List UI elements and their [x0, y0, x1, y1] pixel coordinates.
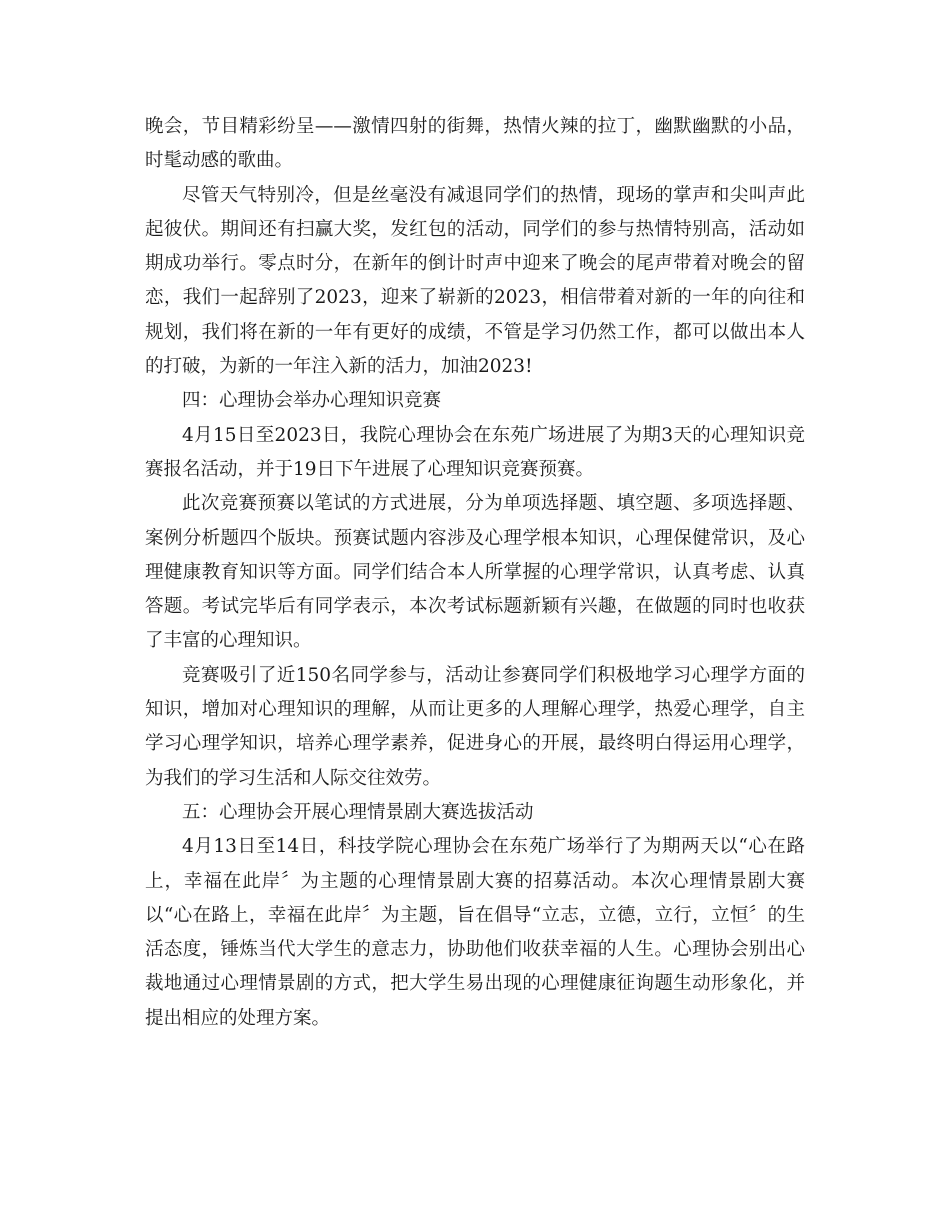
section-heading-5: 五：心理协会开展心理情景剧大赛选拔活动: [182, 801, 534, 823]
paragraph-participation: 竞赛吸引了近150名同学参与，活动让参赛同学们积极地学习心理学方面的知识，增加对心理知识的理解，从而让更多的人理解心理学，热爱心理学，自主学习心理学知识，培养心理学素养，促进身心的开展，最终明白得运用心理学，为我们的学习生活和人际交往效劳。: [145, 664, 805, 789]
paragraph-continuation: 晚会，节目精彩纷呈——激情四射的街舞，热情火辣的拉丁，幽默幽默的小品，时髦动感的歌曲。: [145, 116, 805, 172]
paragraph-drama-recruitment: 4月13日至14日，科技学院心理协会在东苑广场举行了为期两天以“心在路上，幸福在此岸〞为主题的心理情景剧大赛的招募活动。本次心理情景剧大赛以“心在路上，幸福在此岸〞为主题，旨在倡导“立志，立德，立行，立恒〞的生活态度，锤炼当代大学生的意志力，协助他们收获幸福的人生。心理协会别出心裁地通过心理情景剧的方式，把大学生易出现的心理健康征询题生动形象化，并提出相应的处理方案。: [145, 836, 805, 1029]
paragraph-weather: 尽管天气特别冷，但是丝毫没有减退同学们的热情，现场的掌声和尖叫声此起彼伏。期间还有扫赢大奖，发红包的活动，同学们的参与热情特别高，活动如期成功举行。零点时分，在新年的倒计时声中迎来了晚会的尾声带着对晚会的留恋，我们一起辞别了2023，迎来了崭新的2023，相信带着对新的一年的向往和规划，我们将在新的一年有更好的成绩，不管是学习仍然工作，都可以做出本人的打破，为新的一年注入新的活力，加油2023!: [145, 184, 805, 378]
paragraph-competition-signup: 4月15日至2023日，我院心理协会在东苑广场进展了为期3天的心理知识竞赛报名活动，并于19日下午进展了心理知识竞赛预赛。: [145, 424, 805, 480]
document-body: [145, 110, 805, 1036]
paragraph-preliminary-exam: 此次竞赛预赛以笔试的方式进展，分为单项选择题、填空题、多项选择题、案例分析题四个版块。预赛试题内容涉及心理学根本知识，心理保健常识，及心理健康教育知识等方面。同学们结合本人所掌握的心理学常识，认真考虑、认真答题。考试完毕后有同学表示，本次考试标题新颖有兴趣，在做题的同时也收获了丰富的心理知识。: [145, 493, 805, 652]
section-heading-4: 四：心理协会举办心理知识竞赛: [182, 390, 442, 412]
